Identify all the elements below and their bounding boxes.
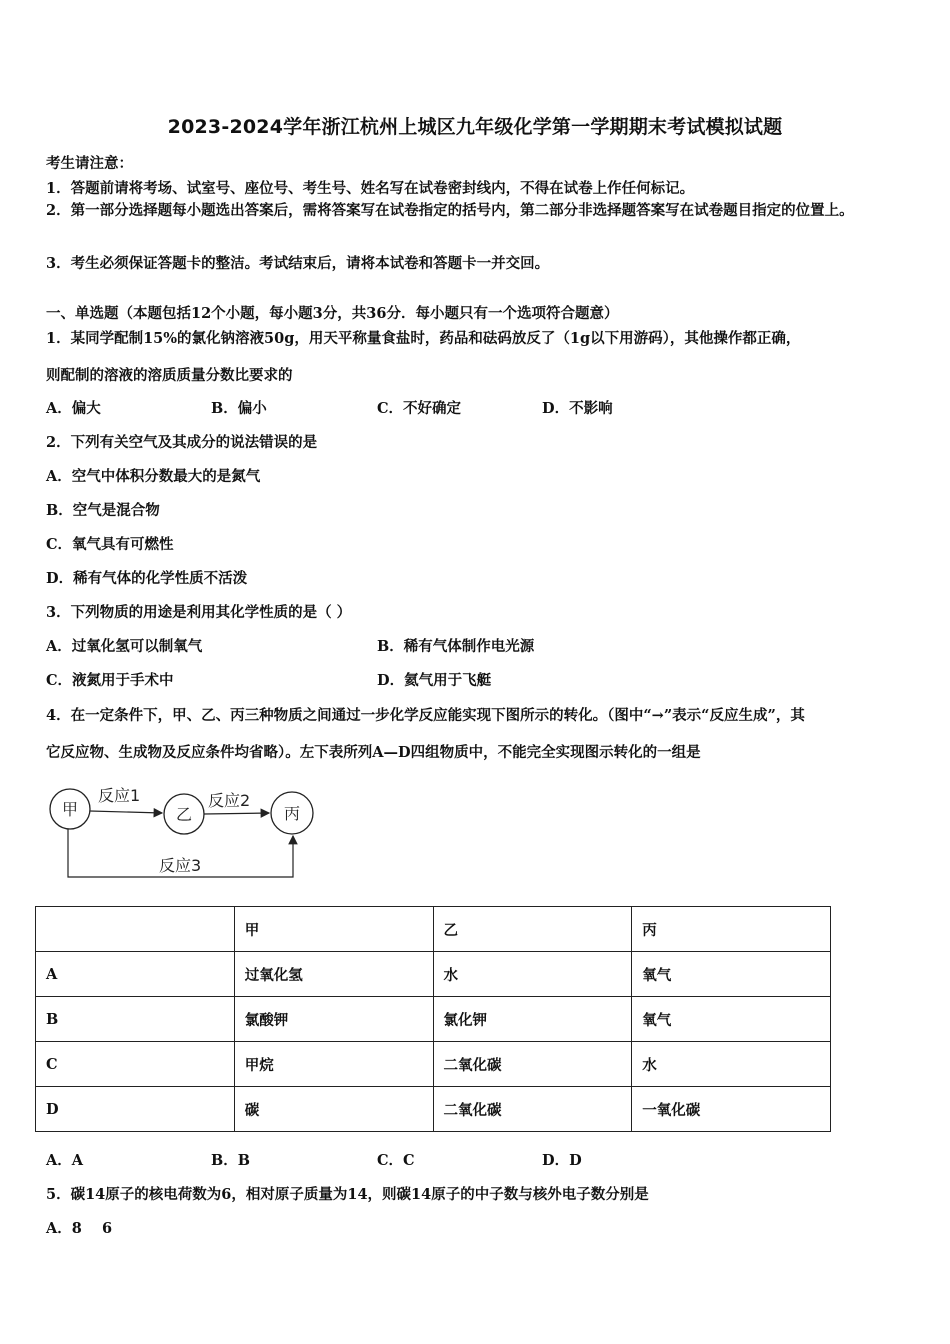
table-cell: 水 <box>433 952 632 997</box>
table-row <box>36 1042 831 1087</box>
reaction-3-label: 反应3 <box>159 856 202 875</box>
arrow-reaction-1 <box>90 811 162 813</box>
notice-item-2: 2．第一部分选择题每小题选出答案后，需将答案写在试卷指定的括号内，第二部分非选择题答案写在试卷题目指定的位置上。 <box>46 202 854 219</box>
q5-option-a: A．8 6 <box>46 1220 113 1237</box>
q2-option-c: C．氧气具有可燃性 <box>46 536 174 553</box>
table-cell: 水 <box>632 1042 831 1087</box>
reaction-diagram <box>40 780 340 890</box>
section-heading: 一、单选题（本题包括12个小题，每小题3分，共36分．每小题只有一个选项符合题意） <box>46 305 619 322</box>
table-cell: 二氧化碳 <box>433 1042 632 1087</box>
q4-option-c: C．C <box>377 1152 415 1169</box>
node-label-2: 乙 <box>176 805 193 824</box>
table-cell: A <box>36 952 235 997</box>
q2-option-b: B．空气是混合物 <box>46 502 160 519</box>
table-cell: 一氧化碳 <box>632 1087 831 1132</box>
q3-option-d: D．氦气用于飞艇 <box>377 672 492 689</box>
table-cell: D <box>36 1087 235 1132</box>
q1-option-d: D．不影响 <box>542 400 613 417</box>
table-row <box>36 952 831 997</box>
q3-stem: 3．下列物质的用途是利用其化学性质的是（ ） <box>46 604 352 621</box>
q3-option-c: C．液氮用于手术中 <box>46 672 174 689</box>
table-header-cell: 甲 <box>234 907 433 952</box>
table-header-row <box>36 907 831 952</box>
q1-option-c: C．不好确定 <box>377 400 462 417</box>
table-cell: C <box>36 1042 235 1087</box>
notice-item-1: 1．答题前请将考场、试室号、座位号、考生号、姓名写在试卷密封线内，不得在试卷上作任何标记。 <box>46 180 695 197</box>
q3-option-b: B．稀有气体制作电光源 <box>377 638 535 655</box>
q4-stem-line1: 4．在一定条件下，甲、乙、丙三种物质之间通过一步化学反应能实现下图所示的转化。（图中“→”表示“反应生成”，其 <box>46 707 805 724</box>
q4-option-b: B．B <box>211 1152 251 1169</box>
node-label-1: 甲 <box>62 800 79 819</box>
table-cell: 氧气 <box>632 997 831 1042</box>
node-label-3: 丙 <box>284 804 301 823</box>
table-header-cell: 丙 <box>632 907 831 952</box>
table-cell: 氯酸钾 <box>234 997 433 1042</box>
table-cell: 甲烷 <box>234 1042 433 1087</box>
q4-table <box>35 906 831 1132</box>
table-cell: 碳 <box>234 1087 433 1132</box>
q1-option-a: A．偏大 <box>46 400 101 417</box>
q4-stem-line2: 它反应物、生成物及反应条件均省略）。左下表所列A—D四组物质中，不能完全实现图示转化的一组是 <box>46 744 701 761</box>
notice-heading: 考生请注意： <box>46 155 133 172</box>
table-cell: 氧气 <box>632 952 831 997</box>
table-row <box>36 997 831 1042</box>
q1-stem-line2: 则配制的溶液的溶质质量分数比要求的 <box>46 367 293 384</box>
q1-option-b: B．偏小 <box>211 400 267 417</box>
page-title: 2023-2024学年浙江杭州上城区九年级化学第一学期期末考试模拟试题 <box>167 116 783 138</box>
table-cell: 过氧化氢 <box>234 952 433 997</box>
table-header-cell: 乙 <box>433 907 632 952</box>
reaction-1-label: 反应1 <box>98 786 141 805</box>
table-cell: B <box>36 997 235 1042</box>
q2-stem: 2．下列有关空气及其成分的说法错误的是 <box>46 434 318 451</box>
q2-option-d: D．稀有气体的化学性质不活泼 <box>46 570 248 587</box>
q2-option-a: A．空气中体积分数最大的是氮气 <box>46 468 261 485</box>
table-row <box>36 1087 831 1132</box>
table-cell: 氯化钾 <box>433 997 632 1042</box>
q3-option-a: A．过氧化氢可以制氧气 <box>46 638 203 655</box>
table-header-cell <box>36 907 235 952</box>
arrow-reaction-2 <box>204 813 269 814</box>
q4-option-d: D．D <box>542 1152 582 1169</box>
q1-stem-line1: 1．某同学配制15%的氯化钠溶液50g，用天平称量食盐时，药品和砝码放反了（1g以下用游码），其他操作都正确， <box>46 330 801 347</box>
q5-stem: 5．碳14原子的核电荷数为6，相对原子质量为14，则碳14原子的中子数与核外电子数分别是 <box>46 1186 649 1203</box>
q4-option-a: A．A <box>46 1152 84 1169</box>
reaction-2-label: 反应2 <box>208 791 251 810</box>
table-cell: 二氧化碳 <box>433 1087 632 1132</box>
notice-item-3: 3．考生必须保证答题卡的整洁。考试结束后，请将本试卷和答题卡一并交回。 <box>46 255 550 272</box>
